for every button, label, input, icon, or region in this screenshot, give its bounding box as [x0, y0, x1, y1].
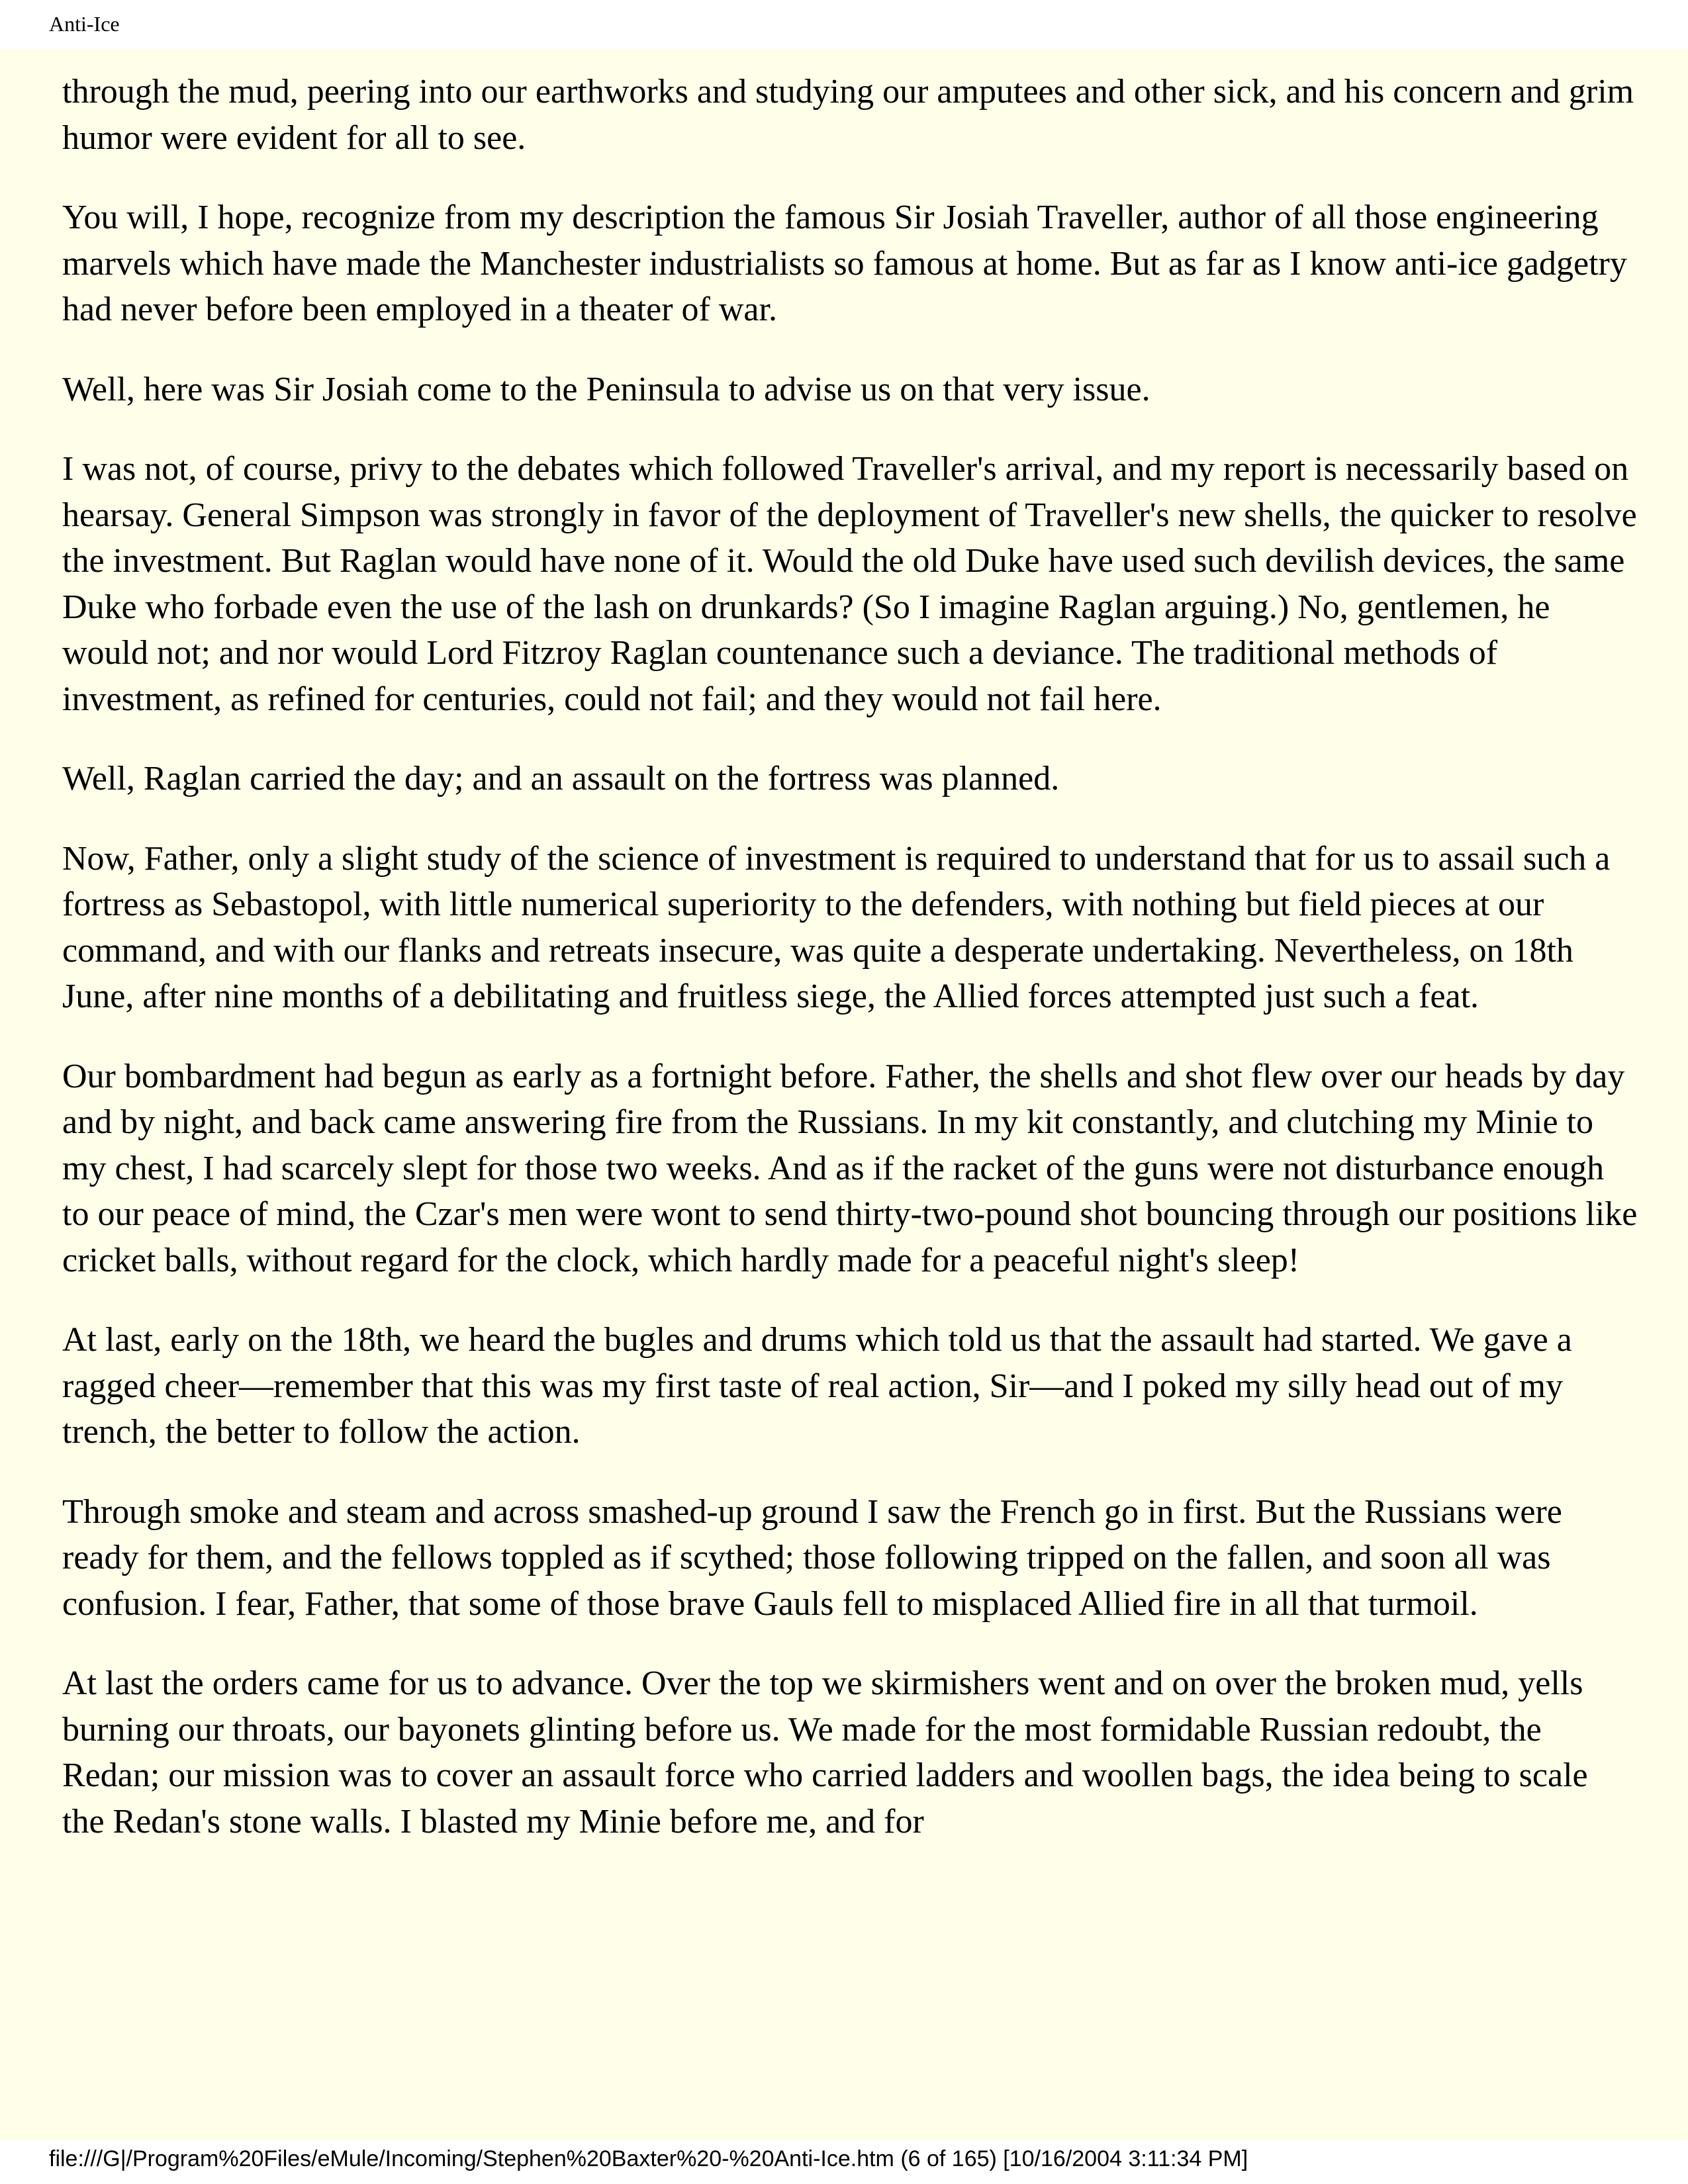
paragraph-8: At last, early on the 18th, we heard the bugles and drums which told us that the assault had started. We gave a ragged cheer—remember that this was my first taste of real action, Sir—and I poked my silly head out of my trench, the better to follow the action.	[62, 1321, 1572, 1451]
paragraph-7: Our bombardment had begun as early as a fortnight before. Father, the shells and shot flew over our heads by day and by night, and back came answering fire from the Russians. In my kit constantly, and clutching my Minie to my chest, I had scarcely slept for those two weeks. And as if the racket of the guns were not disturbance enough to our peace of mind, the Czar's men were wont to send thirty-two-pound shot bouncing through our positions like cricket balls, without regard for the clock, which hardly made for a peaceful night's sleep!	[62, 1057, 1638, 1279]
paragraph-4: I was not, of course, privy to the debates which followed Traveller's arrival, and my report is necessarily based on hearsay. General Simpson was strongly in favor of the deployment of Traveller's new shells, the quicker to resolve the investment. But Raglan would have none of it. Would the old Duke have used such devilish devices, the same Duke who forbade even the use of the lash on drunkards? (So I imagine Raglan arguing.) No, gentlemen, he would not; and nor would Lord Fitzroy Raglan countenance such a deviance. The traditional methods of investment, as refined for centuries, could not fail; and they would not fail here.	[62, 450, 1637, 718]
paragraph-3: Well, here was Sir Josiah come to the Peninsula to advise us on that very issue.	[62, 370, 1150, 408]
paragraph-6: Now, Father, only a slight study of the science of investment is required to understand that for us to assail such a fortress as Sebastopol, with little numerical superiority to the defenders, with nothing but field pieces at our command, and with our flanks and retreats insecure, was quite a desperate undertaking. Nevertheless, on 18th June, after nine months of a debilitating and fruitless siege, the Allied forces attempted just such a feat.	[62, 839, 1611, 1015]
document-content	[0, 49, 1688, 2140]
paragraph-5: Well, Raglan carried the day; and an assault on the fortress was planned.	[62, 760, 1060, 797]
paragraph-2: You will, I hope, recognize from my description the famous Sir Josiah Traveller, author of all those engineering marvels which have made the Manchester industrialists so famous at home. But as far as I know anti-ice gadgetry had never before been employed in a theater of war.	[62, 199, 1627, 328]
paragraph-9: Through smoke and steam and across smashed-up ground I saw the French go in first. But the Russians were ready for them, and the fellows toppled as if scythed; those following tripped on the fallen, and soon all was confusion. I fear, Father, that some of those brave Gauls fell to misplaced Allied fire in all that turmoil.	[62, 1492, 1562, 1623]
footer-url: file:///G|/Program%20Files/eMule/Incoming/Stephen%20Baxter%20-%20Anti-Ice.htm (6 of 165) [10/16/2004 3:11:34 PM]	[49, 2146, 1248, 2171]
paragraph-1: through the mud, peering into our earthworks and studying our amputees and other sick, and his concern and grim humor were evident for all to see.	[62, 73, 1634, 157]
body-text	[62, 69, 1638, 1878]
paragraph-10: At last the orders came for us to advance. Over the top we skirmishers went and on over the broken mud, yells burning our throats, our bayonets glinting before us. We made for the most formidable Russian redoubt, the Redan; our mission was to cover an assault force who carried ladders and woollen bags, the idea being to scale the Redan's stone walls. I blasted my Minie before me, and for	[62, 1664, 1588, 1841]
page-title: Anti-Ice	[49, 12, 120, 36]
